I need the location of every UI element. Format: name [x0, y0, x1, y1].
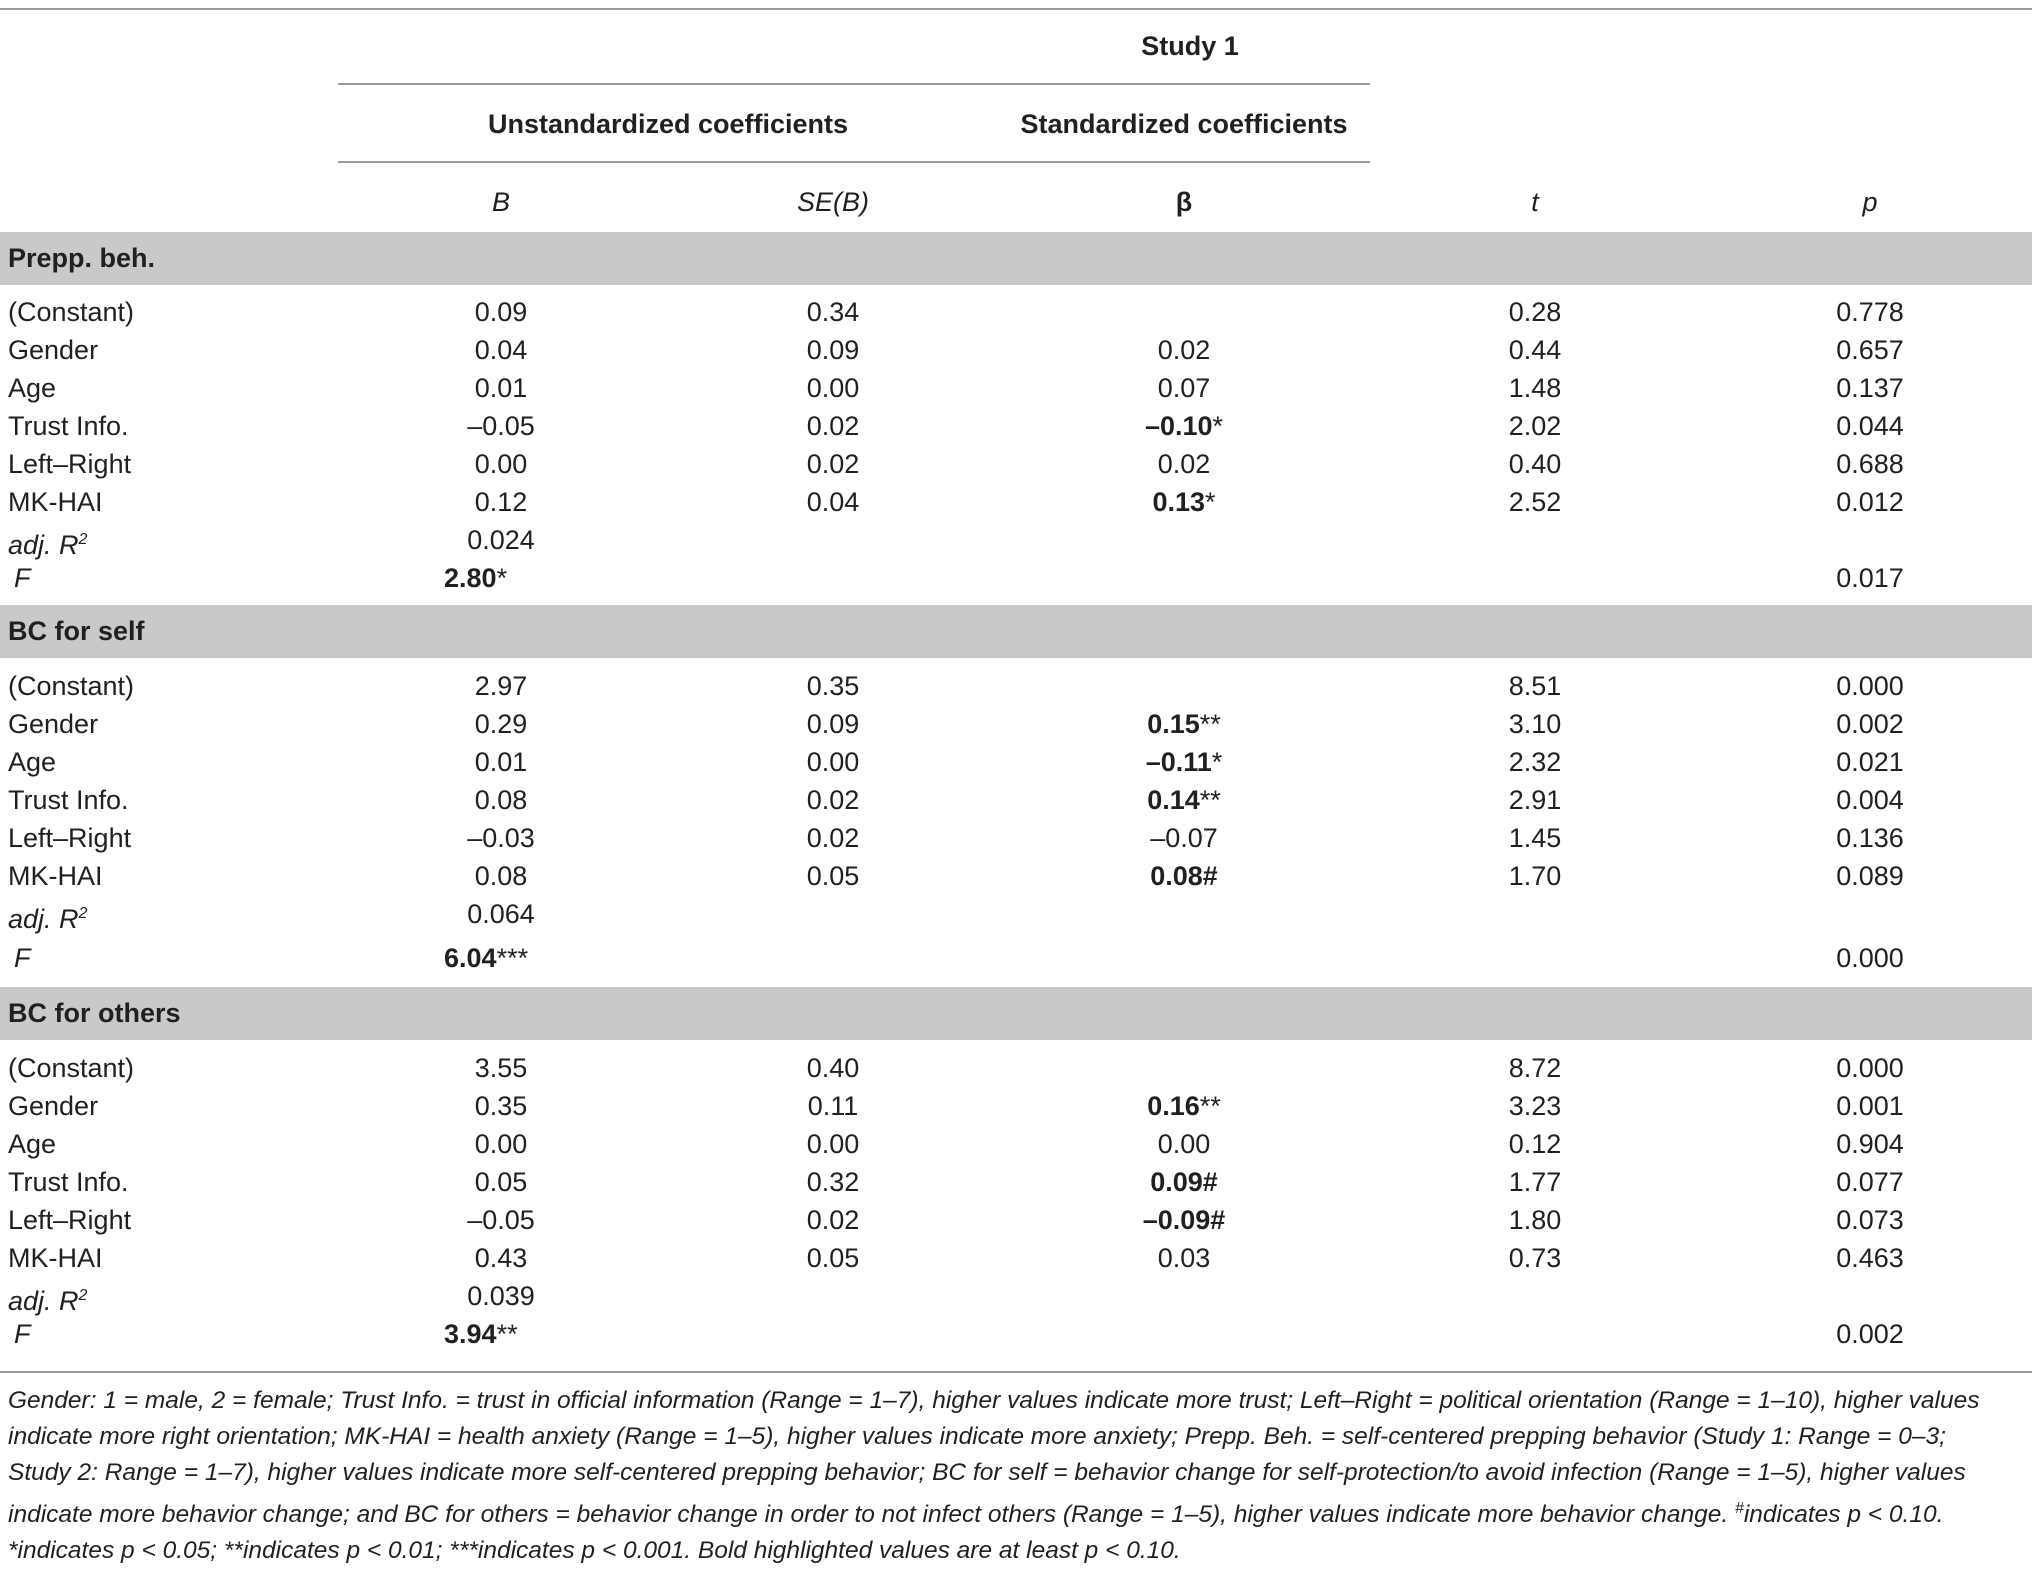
- cell-p: 0.657: [1836, 335, 1904, 365]
- cell-se: 0.02: [806, 823, 860, 853]
- f-label: F: [14, 1319, 31, 1349]
- cell-beta: [1145, 410, 1223, 442]
- study-rule: [338, 83, 1370, 85]
- adj-r2-text: adj. R: [8, 904, 79, 934]
- cell-p: 0.001: [1836, 1091, 1904, 1121]
- cell-se: 0.40: [806, 1053, 860, 1083]
- row-label: Gender: [8, 1091, 99, 1121]
- cell-t: 8.72: [1508, 1053, 1562, 1083]
- section-band: [0, 232, 2032, 285]
- significance-marker: **: [1199, 1091, 1221, 1121]
- cell-se: 0.02: [806, 785, 860, 815]
- f-p-value: 0.017: [1836, 563, 1904, 593]
- cell-se: 0.02: [806, 1205, 860, 1235]
- cell-b: 0.05: [474, 1167, 528, 1197]
- row-label: Age: [8, 373, 57, 403]
- study-heading: Study 1: [1141, 31, 1239, 61]
- cell-b: 0.04: [474, 335, 528, 365]
- cell-t: 1.80: [1508, 1205, 1562, 1235]
- row-label: (Constant): [8, 671, 135, 701]
- cell-p: 0.463: [1836, 1243, 1904, 1273]
- row-label: Left–Right: [8, 449, 132, 479]
- table-footnote: [8, 1383, 2008, 1569]
- group-rule: [338, 161, 1370, 163]
- cell-t: 1.70: [1508, 861, 1562, 891]
- cell-p: 0.073: [1836, 1205, 1904, 1235]
- col-header-se: SE(B): [796, 187, 870, 217]
- cell-p: 0.000: [1836, 1053, 1904, 1083]
- cell-se: 0.05: [806, 1243, 860, 1273]
- col-header-p: p: [1862, 187, 1878, 217]
- cell-p: 0.136: [1836, 823, 1904, 853]
- cell-se: 0.09: [806, 709, 860, 739]
- cell-se: 0.04: [806, 487, 860, 517]
- beta-value: –0.10: [1144, 411, 1213, 441]
- cell-t: 0.40: [1508, 449, 1562, 479]
- col-header-beta: β: [1175, 187, 1193, 217]
- f-value-number: 6.04: [444, 943, 497, 973]
- cell-se: 0.00: [806, 373, 860, 403]
- section-band: [0, 605, 2032, 658]
- cell-t: 3.10: [1508, 709, 1562, 739]
- f-label: F: [14, 943, 31, 973]
- beta-value: 0.02: [1157, 449, 1211, 479]
- cell-b: 0.09: [474, 297, 528, 327]
- cell-t: 8.51: [1508, 671, 1562, 701]
- bottom-rule: [0, 1371, 2032, 1373]
- cell-p: 0.000: [1836, 671, 1904, 701]
- row-label: Left–Right: [8, 823, 132, 853]
- footnote-text-2: indicates p < 0.10. *indicates p < 0.05; **indicates p < 0.01; ***indicates p < 0.001. Bold highlighted values are at least p < 0.10.: [8, 1501, 1944, 1565]
- cell-se: 0.02: [806, 411, 860, 441]
- adj-r2-superscript: 2: [78, 1287, 88, 1304]
- col-header-b: B: [491, 187, 511, 217]
- beta-value: 0.13: [1152, 487, 1206, 517]
- cell-beta: [1152, 486, 1215, 518]
- section-band: [0, 987, 2032, 1040]
- cell-beta: [1150, 1166, 1218, 1198]
- adj-r2-value: 0.024: [467, 525, 535, 555]
- f-value-number: 3.94: [444, 1319, 497, 1349]
- adj-r2-superscript: 2: [78, 905, 88, 922]
- cell-t: 0.12: [1508, 1129, 1562, 1159]
- footnote-text-1: Gender: 1 = male, 2 = female; Trust Info. = trust in official information (Range = 1–7), higher values indicate more trust; Left–Right = political orientation (Range = 1–10), higher values indicate more right orientation; MK-HAI = health anxiety (Range = 1–5), higher values indicate more anxiety; Prepp. Beh. = self-centered prepping behavior (Study 1: Range = 0–3; Study 2: Range = 1–7), higher values indicate more self-centered prepping behavior; BC for self = behavior change for self-protection/to avoid infection (Range = 1–5), higher values indicate more behavior change; and BC for others = behavior change in order to not infect others (Range = 1–5), higher values indicate more behavior change.: [8, 1387, 1980, 1529]
- cell-t: 2.52: [1508, 487, 1562, 517]
- cell-beta: [1150, 860, 1218, 892]
- cell-b: 0.08: [474, 861, 528, 891]
- cell-t: 1.45: [1508, 823, 1562, 853]
- beta-value: 0.14: [1147, 785, 1200, 815]
- cell-se: 0.09: [806, 335, 860, 365]
- cell-b: 0.43: [474, 1243, 528, 1273]
- cell-p: 0.002: [1836, 709, 1904, 739]
- cell-b: 0.00: [474, 449, 528, 479]
- cell-t: 3.23: [1508, 1091, 1562, 1121]
- beta-value: –0.09#: [1142, 1205, 1226, 1235]
- cell-p: 0.904: [1836, 1129, 1904, 1159]
- f-value: [444, 942, 528, 974]
- cell-t: 2.32: [1508, 747, 1562, 777]
- cell-t: 0.28: [1508, 297, 1562, 327]
- cell-b: 0.00: [474, 1129, 528, 1159]
- cell-beta: [1158, 1128, 1211, 1160]
- adj-r2-value: 0.039: [467, 1281, 535, 1311]
- cell-beta: [1158, 372, 1211, 404]
- cell-b: 3.55: [474, 1053, 528, 1083]
- adj-r2-text: adj. R: [8, 530, 79, 560]
- beta-value: –0.07: [1150, 823, 1218, 853]
- cell-b: 0.12: [474, 487, 528, 517]
- cell-p: 0.044: [1836, 411, 1904, 441]
- cell-beta: [1147, 784, 1221, 816]
- cell-beta: [1146, 746, 1223, 778]
- significance-marker: **: [496, 1319, 518, 1349]
- cell-beta: [1143, 1204, 1226, 1236]
- f-value: [444, 562, 507, 594]
- cell-beta: [1150, 822, 1218, 854]
- cell-p: 0.012: [1836, 487, 1904, 517]
- adj-r2-value: 0.064: [467, 899, 535, 929]
- beta-value: 0.03: [1157, 1243, 1211, 1273]
- f-label: F: [14, 563, 31, 593]
- beta-value: 0.09#: [1150, 1167, 1218, 1197]
- cell-beta: [1158, 1242, 1211, 1274]
- cell-se: 0.11: [807, 1091, 859, 1121]
- cell-b: –0.05: [467, 1205, 535, 1235]
- top-rule: [0, 8, 2032, 10]
- adj-r2-label: [8, 1280, 87, 1317]
- significance-marker: *: [1211, 747, 1223, 777]
- cell-p: 0.077: [1836, 1167, 1904, 1197]
- cell-p: 0.137: [1836, 373, 1904, 403]
- beta-value: 0.07: [1157, 373, 1211, 403]
- footnote-hash-mark: #: [1734, 1500, 1744, 1517]
- f-value-number: 2.80: [444, 563, 497, 593]
- cell-beta: [1147, 1090, 1221, 1122]
- row-label: (Constant): [8, 1053, 135, 1083]
- cell-b: 0.29: [474, 709, 528, 739]
- cell-t: 2.91: [1508, 785, 1562, 815]
- cell-b: 0.35: [474, 1091, 528, 1121]
- row-label: Trust Info.: [8, 1167, 129, 1197]
- beta-value: 0.08#: [1150, 861, 1218, 891]
- cell-t: 2.02: [1508, 411, 1562, 441]
- section-title: BC for self: [8, 616, 145, 646]
- f-value: [444, 1318, 518, 1350]
- cell-se: 0.34: [806, 297, 860, 327]
- standardized-heading: Standardized coefficients: [1020, 109, 1348, 139]
- cell-b: 0.08: [474, 785, 528, 815]
- beta-value: –0.11: [1145, 747, 1212, 777]
- adj-r2-label: [8, 524, 87, 561]
- cell-beta: [1158, 448, 1211, 480]
- significance-marker: *: [496, 563, 508, 593]
- cell-p: 0.004: [1836, 785, 1904, 815]
- significance-marker: **: [1199, 709, 1221, 739]
- row-label: Age: [8, 747, 57, 777]
- beta-value: 0.02: [1157, 335, 1211, 365]
- beta-value: 0.16: [1147, 1091, 1200, 1121]
- cell-p: 0.688: [1836, 449, 1904, 479]
- cell-t: 0.73: [1508, 1243, 1562, 1273]
- cell-se: 0.35: [806, 671, 860, 701]
- row-label: MK-HAI: [8, 861, 103, 891]
- cell-se: 0.32: [806, 1167, 860, 1197]
- row-label: MK-HAI: [8, 1243, 103, 1273]
- f-p-value: 0.000: [1836, 943, 1904, 973]
- row-label: Gender: [8, 709, 99, 739]
- row-label: Left–Right: [8, 1205, 132, 1235]
- cell-se: 0.05: [806, 861, 860, 891]
- cell-p: 0.089: [1836, 861, 1904, 891]
- cell-b: –0.03: [467, 823, 535, 853]
- cell-se: 0.02: [806, 449, 860, 479]
- cell-se: 0.00: [806, 1129, 860, 1159]
- adj-r2-text: adj. R: [8, 1286, 79, 1316]
- unstandardized-heading: Unstandardized coefficients: [487, 109, 849, 139]
- row-label: Age: [8, 1129, 57, 1159]
- beta-value: 0.15: [1147, 709, 1200, 739]
- cell-p: 0.021: [1836, 747, 1904, 777]
- significance-marker: *: [1205, 487, 1216, 517]
- row-label: Trust Info.: [8, 411, 129, 441]
- cell-se: 0.00: [806, 747, 860, 777]
- cell-beta: [1147, 708, 1221, 740]
- cell-t: 1.77: [1508, 1167, 1562, 1197]
- row-label: (Constant): [8, 297, 135, 327]
- cell-beta: [1158, 334, 1211, 366]
- col-header-t: t: [1531, 187, 1539, 217]
- significance-marker: **: [1199, 785, 1221, 815]
- cell-t: 0.44: [1508, 335, 1562, 365]
- row-label: Gender: [8, 335, 99, 365]
- beta-value: 0.00: [1157, 1129, 1211, 1159]
- adj-r2-label: [8, 898, 87, 935]
- cell-t: 1.48: [1508, 373, 1562, 403]
- significance-marker: *: [1212, 411, 1224, 441]
- cell-p: 0.778: [1836, 297, 1904, 327]
- cell-b: 0.01: [474, 747, 528, 777]
- section-title: Prepp. beh.: [8, 243, 156, 273]
- significance-marker: ***: [496, 943, 529, 973]
- f-p-value: 0.002: [1836, 1319, 1904, 1349]
- cell-b: –0.05: [467, 411, 535, 441]
- row-label: MK-HAI: [8, 487, 103, 517]
- section-title: BC for others: [8, 998, 181, 1028]
- cell-b: 2.97: [474, 671, 528, 701]
- cell-b: 0.01: [474, 373, 528, 403]
- row-label: Trust Info.: [8, 785, 129, 815]
- adj-r2-superscript: 2: [78, 531, 88, 548]
